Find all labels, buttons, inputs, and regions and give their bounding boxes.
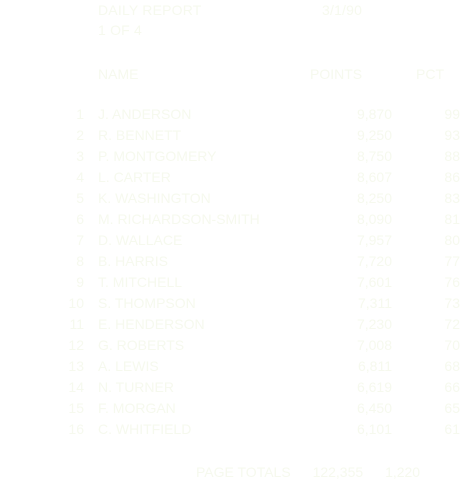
row-percent: 66 [444,379,460,395]
row-points: 7,957 [356,232,392,248]
row-name: R. BENNETT [98,127,182,143]
table-row [0,106,468,127]
column-header-percent: PCT [416,66,444,82]
row-rank: 11 [69,316,84,332]
row-points: 6,450 [356,400,392,416]
table-row [0,295,468,316]
row-name: N. TURNER [98,379,174,395]
row-percent: 70 [444,337,460,353]
row-points: 7,008 [356,337,392,353]
table-row [0,358,468,379]
row-points: 9,250 [356,127,392,143]
row-percent: 68 [444,358,460,374]
row-points: 7,601 [356,274,392,290]
row-percent: 77 [444,253,460,269]
row-name: F. MORGAN [98,400,176,416]
row-rank: 9 [76,274,84,290]
row-percent: 72 [444,316,460,332]
row-name: J. ANDERSON [98,106,192,122]
table-row [0,274,468,295]
row-points: 9,870 [356,106,392,122]
row-name: E. HENDERSON [98,316,205,332]
row-name: B. HARRIS [98,253,169,269]
table-row [0,127,468,148]
row-rank: 8 [76,253,84,269]
table-row [0,421,468,442]
row-percent: 86 [444,169,460,185]
row-percent: 99 [444,106,460,122]
table-row [0,148,468,169]
row-rank: 13 [68,358,84,374]
table-row [0,400,468,421]
row-name: G. ROBERTS [98,337,185,353]
row-rank: 1 [76,106,84,122]
row-rank: 15 [68,400,84,416]
row-points: 6,101 [356,421,392,437]
row-percent: 88 [444,148,460,164]
row-name: K. WASHINGTON [98,190,211,206]
row-percent: 83 [444,190,460,206]
row-percent: 61 [444,421,460,437]
row-name: P. MONTGOMERY [98,148,217,164]
row-name: L. CARTER [98,169,171,185]
table-row [0,190,468,211]
table-row [0,379,468,400]
row-name: D. WALLACE [98,232,183,248]
row-rank: 7 [76,232,84,248]
column-header-points: POINTS [310,66,363,82]
column-header-name: NAME [98,66,139,82]
row-points: 7,720 [356,253,392,269]
report-rows [0,106,468,442]
row-percent: 81 [444,211,460,227]
row-percent: 93 [444,127,460,143]
report-page-indicator: 1 OF 4 [98,22,142,38]
row-points: 6,619 [356,379,392,395]
row-rank: 4 [76,169,84,185]
row-points: 7,230 [356,316,392,332]
table-row [0,316,468,337]
row-name: A. LEWIS [98,358,159,374]
row-rank: 5 [76,190,84,206]
row-rank: 3 [76,148,84,164]
totals-percent: 1,220 [385,464,421,480]
table-row [0,232,468,253]
row-name: M. RICHARDSON-SMITH [98,211,260,227]
totals-label: PAGE TOTALS [196,464,291,480]
row-percent: 80 [444,232,460,248]
row-points: 8,090 [356,211,392,227]
table-row [0,169,468,190]
row-name: C. WHITFIELD [98,421,192,437]
row-points: 6,811 [358,358,392,374]
table-row [0,253,468,274]
report-date: 3/1/90 [322,2,363,18]
row-points: 8,750 [356,148,392,164]
row-rank: 10 [68,295,84,311]
row-rank: 12 [68,337,84,353]
row-points: 8,607 [356,169,392,185]
row-name: S. THOMPSON [98,295,196,311]
table-row [0,337,468,358]
row-percent: 73 [444,295,460,311]
row-points: 8,250 [356,190,392,206]
row-rank: 2 [76,127,84,143]
row-points: 7,311 [358,295,392,311]
table-row [0,211,468,232]
totals-points: 122,355 [312,464,364,480]
row-percent: 76 [444,274,460,290]
row-rank: 16 [68,421,84,437]
page-totals [196,464,438,480]
row-rank: 6 [76,211,84,227]
row-percent: 65 [444,400,460,416]
report-title: DAILY REPORT [98,2,202,18]
row-rank: 14 [68,379,84,395]
row-name: T. MITCHELL [98,274,183,290]
